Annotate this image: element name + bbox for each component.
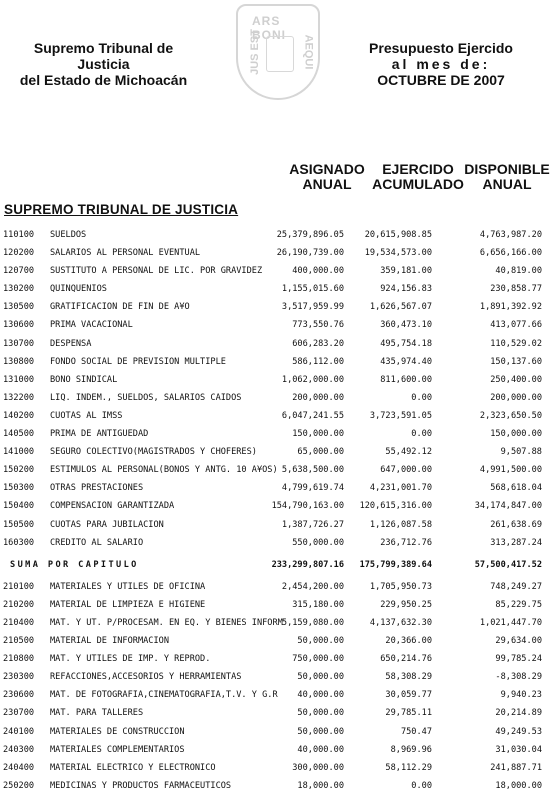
account-code: 210500 — [3, 636, 35, 647]
account-description: MATERIALES Y UTILES DE OFICINA — [50, 581, 206, 592]
account-code: 230300 — [3, 672, 35, 683]
account-code: 132200 — [3, 392, 35, 403]
account-code: 130200 — [3, 284, 35, 295]
available-amount: 40,819.00 — [495, 266, 542, 277]
account-description: MEDICINAS Y PRODUCTOS FARMACEUTICOS — [50, 780, 232, 791]
available-amount: 313,287.24 — [490, 537, 542, 548]
available-amount: 413,077.66 — [490, 320, 542, 331]
available-amount: 230,858.77 — [490, 284, 542, 295]
exercised-amount: 4,137,632.30 — [369, 617, 432, 628]
exercised-amount: 19,534,573.00 — [364, 248, 432, 259]
exercised-amount: 924,156.83 — [380, 284, 432, 295]
assigned-amount: 1,155,015.60 — [281, 284, 344, 295]
account-code: 130500 — [3, 302, 35, 313]
account-code: 160300 — [3, 537, 35, 548]
exercised-amount: 650,214.76 — [380, 654, 432, 665]
assigned-amount: 4,799,619.74 — [281, 483, 344, 494]
account-code: 141000 — [3, 447, 35, 458]
account-code: 240100 — [3, 726, 35, 737]
total-available: 57,500,417.52 — [474, 559, 542, 570]
table-row — [0, 298, 550, 316]
account-code: 150200 — [3, 465, 35, 476]
seal-emblem-icon — [266, 36, 294, 72]
table-row — [0, 316, 550, 334]
assigned-amount: 50,000.00 — [297, 636, 344, 647]
account-description: CREDITO AL SALARIO — [50, 537, 144, 548]
account-description: FONDO SOCIAL DE PREVISION MULTIPLE — [50, 356, 226, 367]
available-amount: 4,991,500.00 — [479, 465, 542, 476]
column-header-available: DISPONIBLE ANUAL — [464, 161, 550, 192]
available-amount: 748,249.27 — [490, 581, 542, 592]
account-description: CUOTAS PARA JUBILACION — [50, 519, 164, 530]
report-heading — [366, 40, 516, 88]
table-row — [0, 759, 550, 777]
assigned-amount: 50,000.00 — [297, 672, 344, 683]
account-description: MAT. Y UTILES DE IMP. Y REPROD. — [50, 654, 211, 665]
account-code: 130600 — [3, 320, 35, 331]
account-description: PRIMA VACACIONAL — [50, 320, 133, 331]
account-description: MATERIALES DE CONSTRUCCION — [50, 726, 185, 737]
available-amount: 241,887.71 — [490, 762, 542, 773]
account-description: BONO SINDICAL — [50, 374, 118, 385]
exercised-amount: 20,366.00 — [385, 636, 432, 647]
account-description: LIQ. INDEM., SUELDOS, SALARIOS CAIDOS — [50, 392, 242, 403]
account-code: 131000 — [3, 374, 35, 385]
account-code: 240400 — [3, 762, 35, 773]
table-row — [0, 497, 550, 515]
account-description: MAT. PARA TALLERES — [50, 708, 144, 719]
exercised-amount: 1,626,567.07 — [369, 302, 432, 313]
exercised-amount: 8,969.96 — [390, 744, 432, 755]
institution-seal — [236, 4, 320, 100]
exercised-amount: 1,705,950.73 — [369, 581, 432, 592]
assigned-amount: 550,000.00 — [292, 537, 344, 548]
account-description: GRATIFICACION DE FIN DE A¥O — [50, 302, 190, 313]
account-code: 140200 — [3, 410, 35, 421]
exercised-amount: 1,126,087.58 — [369, 519, 432, 530]
assigned-amount: 606,283.20 — [292, 338, 344, 349]
account-description: DESPENSA — [50, 338, 92, 349]
exercised-amount: 647,000.00 — [380, 465, 432, 476]
table-row — [0, 353, 550, 371]
account-code: 210800 — [3, 654, 35, 665]
assigned-amount: 750,000.00 — [292, 654, 344, 665]
total-exercised: 175,799,389.64 — [359, 559, 432, 570]
assigned-amount: 40,000.00 — [297, 744, 344, 755]
account-code: 210100 — [3, 581, 35, 592]
account-description: SUELDOS — [50, 230, 87, 240]
account-code: 130700 — [3, 338, 35, 349]
institution-heading — [6, 40, 201, 88]
table-row — [0, 425, 550, 443]
table-row — [0, 407, 550, 425]
account-description: SALARIOS AL PERSONAL EVENTUAL — [50, 248, 201, 259]
exercised-amount: 58,112.29 — [385, 762, 432, 773]
exercised-amount: 811,600.00 — [380, 374, 432, 385]
assigned-amount: 40,000.00 — [297, 690, 344, 701]
exercised-amount: 236,712.76 — [380, 537, 432, 548]
table-row — [0, 262, 550, 280]
exercised-amount: 750.47 — [400, 726, 432, 737]
available-amount: 85,229.75 — [495, 599, 542, 610]
available-amount: 150,000.00 — [490, 429, 542, 440]
assigned-amount: 315,180.00 — [292, 599, 344, 610]
available-amount: 568,618.04 — [490, 483, 542, 494]
available-amount: 20,214.89 — [495, 708, 542, 719]
available-amount: 29,634.00 — [495, 636, 542, 647]
report-period-label: al mes de: — [391, 56, 491, 72]
account-code: 250200 — [3, 780, 35, 791]
assigned-amount: 5,638,500.00 — [281, 465, 344, 476]
available-amount: 1,891,392.92 — [479, 302, 542, 313]
table-row — [0, 226, 550, 244]
account-description: MATERIAL DE INFORMACION — [50, 636, 169, 647]
assigned-amount: 25,379,896.05 — [276, 230, 344, 240]
account-code: 110100 — [3, 230, 35, 240]
account-description: SUSTITUTO A PERSONAL DE LIC. POR GRAVIDEZ — [50, 266, 263, 277]
available-amount: 110,529.02 — [490, 338, 542, 349]
assigned-amount: 2,454,200.00 — [281, 581, 344, 592]
assigned-amount: 6,047,241.55 — [281, 410, 344, 421]
assigned-amount: 50,000.00 — [297, 708, 344, 719]
available-amount: 34,174,847.00 — [474, 501, 542, 512]
assigned-amount: 5,159,080.00 — [281, 617, 344, 628]
account-description: PRIMA DE ANTIGUEDAD — [50, 429, 149, 440]
table-row — [0, 632, 550, 650]
table-row — [0, 389, 550, 407]
account-description: OTRAS PRESTACIONES — [50, 483, 144, 494]
account-description: COMPENSACION GARANTIZADA — [50, 501, 175, 512]
column-header-exercised: EJERCIDO ACUMULADO — [372, 161, 464, 192]
exercised-amount: 0.00 — [411, 780, 432, 791]
table-row — [0, 723, 550, 741]
table-row — [0, 479, 550, 497]
exercised-amount: 4,231,001.70 — [369, 483, 432, 494]
exercised-amount: 359,181.00 — [380, 266, 432, 277]
table-row — [0, 614, 550, 632]
available-amount: 250,400.00 — [490, 374, 542, 385]
available-amount: 31,030.04 — [495, 744, 542, 755]
table-row — [0, 534, 550, 552]
account-code: 150500 — [3, 519, 35, 530]
exercised-amount: 55,492.12 — [385, 447, 432, 458]
account-code: 230700 — [3, 708, 35, 719]
table-row — [0, 686, 550, 704]
available-amount: 9,940.23 — [500, 690, 542, 701]
table-row — [0, 578, 550, 596]
available-amount: 150,137.60 — [490, 356, 542, 367]
table-row — [0, 335, 550, 353]
assigned-amount: 50,000.00 — [297, 726, 344, 737]
available-amount: 99,785.24 — [495, 654, 542, 665]
budget-table — [0, 226, 550, 795]
report-title: Presupuesto Ejercido — [369, 40, 513, 56]
account-description: MAT. DE FOTOGRAFIA,CINEMATOGRAFIA,T.V. Y G.R — [50, 690, 278, 701]
exercised-amount: 0.00 — [411, 429, 432, 440]
seal-text-right: AEQUI — [302, 34, 315, 70]
assigned-amount: 300,000.00 — [292, 762, 344, 773]
account-code: 240300 — [3, 744, 35, 755]
table-row — [0, 704, 550, 722]
institution-state: del Estado de Michoacán — [19, 72, 188, 88]
assigned-amount: 18,000.00 — [297, 780, 344, 791]
assigned-amount: 150,000.00 — [292, 429, 344, 440]
institution-name: Supremo Tribunal de Justicia — [33, 40, 174, 72]
assigned-amount: 26,190,739.00 — [276, 248, 344, 259]
available-amount: 200,000.00 — [490, 392, 542, 403]
account-code: 120200 — [3, 248, 35, 259]
total-assigned: 233,299,807.16 — [271, 559, 344, 570]
available-amount: 4,763,987.20 — [479, 230, 542, 240]
account-description: MATERIALES COMPLEMENTARIOS — [50, 744, 185, 755]
account-code: 150400 — [3, 501, 35, 512]
available-amount: -8,308.29 — [495, 672, 542, 683]
account-description: MATERIAL DE LIMPIEZA E HIGIENE — [50, 599, 206, 610]
exercised-amount: 0.00 — [411, 392, 432, 403]
assigned-amount: 200,000.00 — [292, 392, 344, 403]
report-period: OCTUBRE DE 2007 — [377, 72, 505, 88]
total-label: SUMA POR CAPITULO — [10, 559, 139, 570]
exercised-amount: 360,473.10 — [380, 320, 432, 331]
available-amount: 18,000.00 — [495, 780, 542, 791]
chapter-total-row — [0, 556, 550, 574]
section-title: SUPREMO TRIBUNAL DE JUSTICIA — [4, 202, 239, 217]
column-header-assigned: ASIGNADO ANUAL — [289, 161, 365, 192]
assigned-amount: 1,387,726.27 — [281, 519, 344, 530]
account-code: 130800 — [3, 356, 35, 367]
account-description: QUINQUENIOS — [50, 284, 107, 295]
table-row — [0, 244, 550, 262]
account-code: 140500 — [3, 429, 35, 440]
assigned-amount: 65,000.00 — [297, 447, 344, 458]
account-description: MAT. Y UT. P/PROCESAM. EN EQ. Y BIENES INFORM — [50, 617, 283, 628]
table-row — [0, 516, 550, 534]
exercised-amount: 495,754.18 — [380, 338, 432, 349]
assigned-amount: 773,550.76 — [292, 320, 344, 331]
account-code: 210400 — [3, 617, 35, 628]
table-row — [0, 371, 550, 389]
table-row — [0, 777, 550, 795]
seal-text-left: JUS EST — [248, 29, 261, 75]
table-row — [0, 668, 550, 686]
table-row — [0, 461, 550, 479]
account-code: 230600 — [3, 690, 35, 701]
exercised-amount: 229,950.25 — [380, 599, 432, 610]
exercised-amount: 29,785.11 — [385, 708, 432, 719]
exercised-amount: 58,308.29 — [385, 672, 432, 683]
exercised-amount: 20,615,908.85 — [364, 230, 432, 240]
exercised-amount: 435,974.40 — [380, 356, 432, 367]
account-description: ESTIMULOS AL PERSONAL(BONOS Y ANTG. 10 A¥OS) — [50, 465, 278, 476]
assigned-amount: 1,062,000.00 — [281, 374, 344, 385]
account-description: REFACCIONES,ACCESORIOS Y HERRAMIENTAS — [50, 672, 242, 683]
available-amount: 6,656,166.00 — [479, 248, 542, 259]
available-amount: 49,249.53 — [495, 726, 542, 737]
account-description: SEGURO COLECTIVO(MAGISTRADOS Y CHOFERES) — [50, 447, 257, 458]
available-amount: 1,021,447.70 — [479, 617, 542, 628]
seal-text-top: ARS BONI — [252, 14, 286, 42]
available-amount: 9,507.88 — [500, 447, 542, 458]
assigned-amount: 3,517,959.99 — [281, 302, 344, 313]
account-code: 120700 — [3, 266, 35, 277]
table-row — [0, 443, 550, 461]
exercised-amount: 3,723,591.05 — [369, 410, 432, 421]
table-row — [0, 280, 550, 298]
table-row — [0, 650, 550, 668]
assigned-amount: 586,112.00 — [292, 356, 344, 367]
exercised-amount: 120,615,316.00 — [359, 501, 432, 512]
account-description: MATERIAL ELECTRICO Y ELECTRONICO — [50, 762, 216, 773]
assigned-amount: 154,790,163.00 — [271, 501, 344, 512]
table-row — [0, 741, 550, 759]
assigned-amount: 400,000.00 — [292, 266, 344, 277]
account-code: 150300 — [3, 483, 35, 494]
table-row — [0, 596, 550, 614]
available-amount: 2,323,650.50 — [479, 410, 542, 421]
account-description: CUOTAS AL IMSS — [50, 410, 123, 421]
account-code: 210200 — [3, 599, 35, 610]
available-amount: 261,638.69 — [490, 519, 542, 530]
exercised-amount: 30,059.77 — [385, 690, 432, 701]
